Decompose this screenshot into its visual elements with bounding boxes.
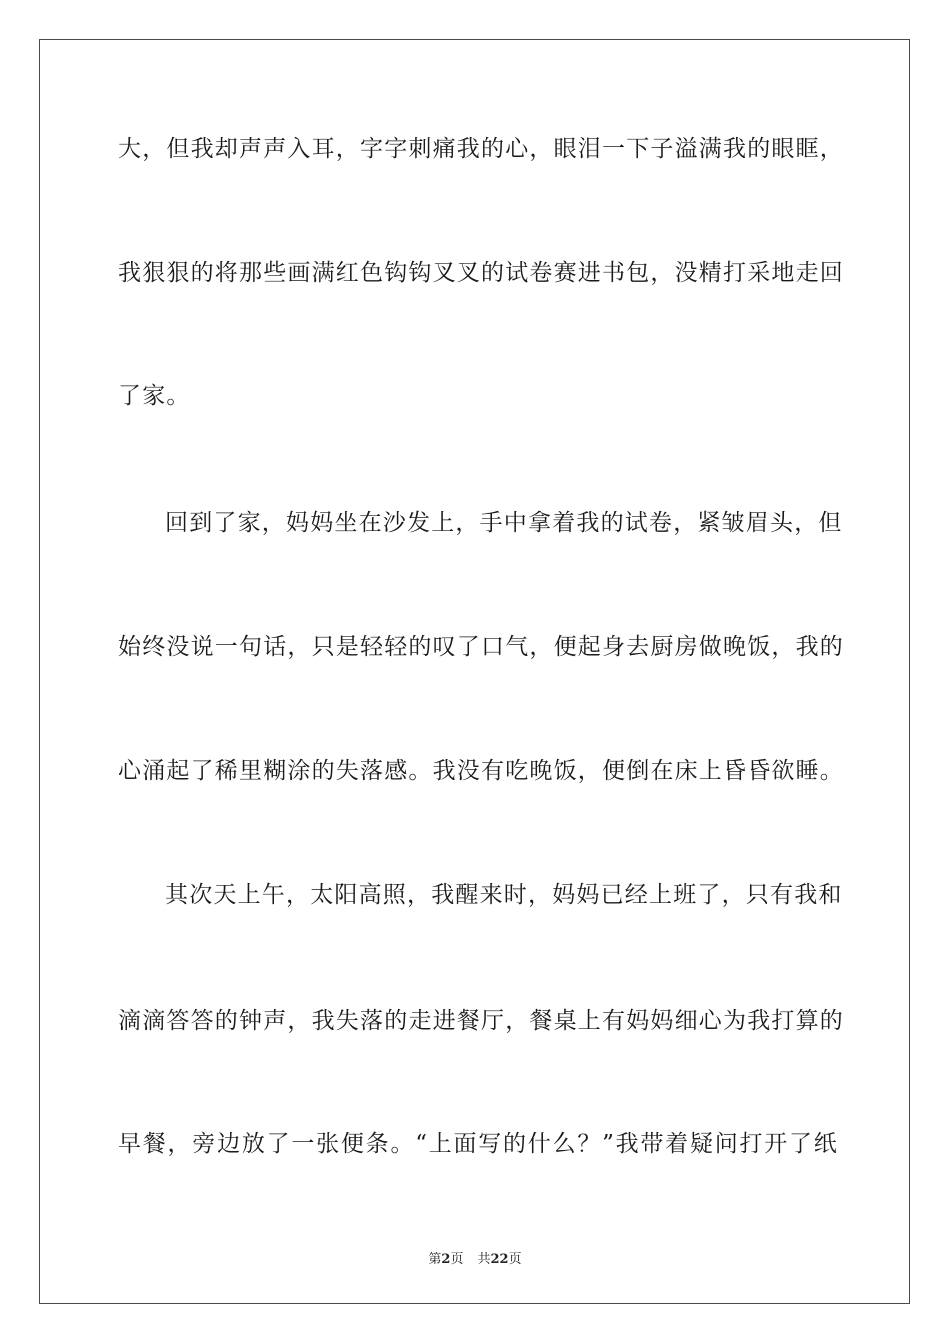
text-line-1: 大，但我却声声入耳，字字刺痛我的心，眼泪一下子溢满我的眼眶， xyxy=(118,136,844,162)
text-line-4: 回到了家，妈妈坐在沙发上，手中拿着我的试卷，紧皱眉头，但 xyxy=(165,510,843,536)
text-line-9: 早餐，旁边放了一张便条。“上面写的什么？”我带着疑问打开了纸 xyxy=(118,1131,838,1157)
text-line-8: 滴滴答答的钟声，我失落的走进餐厅，餐桌上有妈妈细心为我打算的 xyxy=(118,1008,844,1034)
page-number: 第2页 xyxy=(428,1252,464,1267)
text-line-2: 我狠狠的将那些画满红色钩钩叉叉的试卷赛进书包，没精打采地走回 xyxy=(118,260,844,286)
page-total: 共22页 xyxy=(477,1252,522,1267)
text-line-5: 始终没说一句话，只是轻轻的叹了口气，便起身去厨房做晚饭，我的 xyxy=(118,634,844,660)
text-line-7: 其次天上午，太阳高照，我醒来时，妈妈已经上班了，只有我和 xyxy=(165,882,843,908)
page-footer xyxy=(0,1248,950,1267)
text-line-3: 了家。 xyxy=(118,383,191,409)
text-line-6: 心涌起了稀里糊涂的失落感。我没有吃晚饭，便倒在床上昏昏欲睡。 xyxy=(118,758,844,784)
page-border xyxy=(39,39,910,1304)
